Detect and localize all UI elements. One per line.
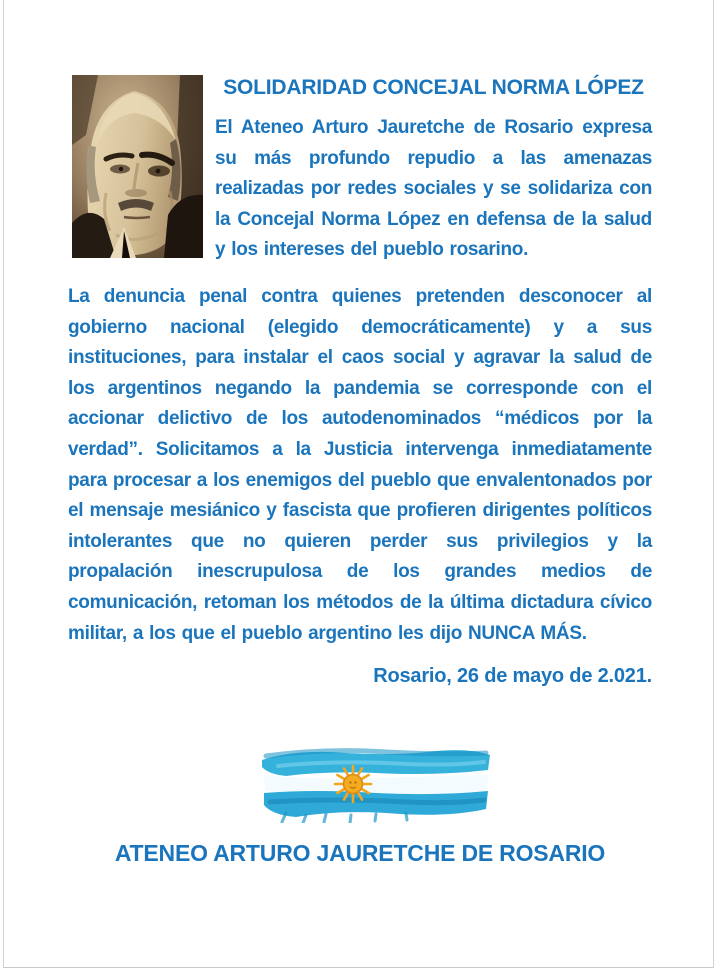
intro-paragraph: El Ateneo Arturo Jauretche de Rosario expresa su más profundo repudio a las amenazas realizadas por redes sociales y se solidariza con la Concejal Norma López en defensa de la salud y los intereses del pueblo rosarino. <box>215 117 652 261</box>
portrait-photo-arturo-jauretche <box>72 75 203 258</box>
dateline: Rosario, 26 de mayo de 2.021. <box>373 665 652 688</box>
portrait-image <box>72 75 203 258</box>
footer-organization: ATENEO ARTURO JAURETCHE DE ROSARIO <box>114 840 606 867</box>
document-header <box>68 75 652 266</box>
argentina-flag <box>0 745 720 823</box>
body-paragraph: La denuncia penal contra quienes pretenden desconocer al gobierno nacional (elegido democráticamente) y a sus instituciones, para instalar el caos social y agravar la salud de los argentinos negando la pandemia se corresponde con el accionar delictivo de los autodenominados “médicos por la verdad”. Solicitamos a la Justicia intervenga inmediatamente para procesar a los enemigos del pueblo que envalentonados por el mensaje mesiánico y fascista que profieren dirigentes políticos intolerantes que no quieren perder sus privilegios y la propalación inescrupulosa de los grandes medios de comunicación, retoman los métodos de la última dictadura cívico militar, a los que el pueblo argentino les dijo NUNCA MÁS. <box>68 285 652 644</box>
argentina-flag-image <box>256 745 496 823</box>
document-title: SOLIDARIDAD CONCEJAL NORMA LÓPEZ <box>223 76 644 99</box>
